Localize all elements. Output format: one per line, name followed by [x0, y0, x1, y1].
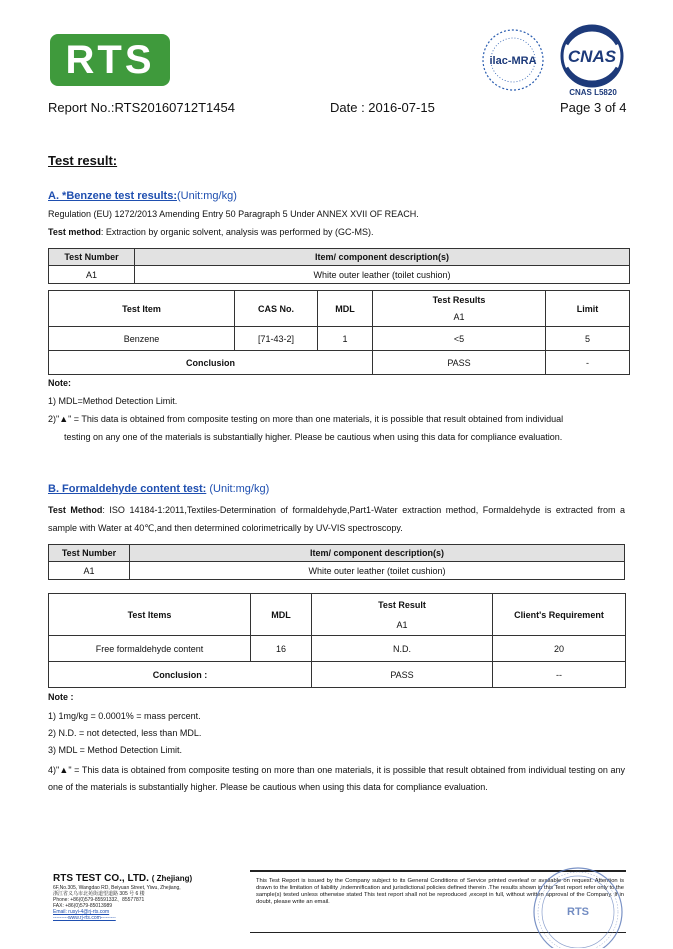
svg-text:RTS: RTS [567, 906, 589, 918]
cnas-logo [556, 24, 628, 88]
section-a-result-table: Test Item CAS No. MDL Test Results Limit A1 Benzene [71-43-2] 1 <5 5 Conclusion PASS - [48, 290, 630, 375]
section-b-result-table: Test Items MDL Test Result Client's Requirement A1 Free formaldehyde content 16 N.D. 20 Conclusion : PASS -- [48, 593, 626, 688]
report-date: Date : 2016-07-15 [330, 100, 435, 115]
page-title: Test result: [48, 153, 118, 168]
section-b-note-label: Note : [48, 692, 74, 702]
section-a-title: A. *Benzene test results:(Unit:mg/kg) [48, 190, 237, 202]
table-cell: A1 [49, 562, 130, 580]
company-seal-stamp [528, 862, 628, 948]
conclusion-row: Conclusion : PASS -- [49, 662, 626, 688]
report-number: Report No.:RTS20160712T1454 [48, 100, 235, 115]
conclusion-row: Conclusion PASS - [49, 351, 630, 375]
section-a-regulation: Regulation (EU) 1272/2013 Amending Entry 50 Paragraph 5 Under ANNEX XVII OF REACH. [48, 209, 419, 219]
page-number: Page 3 of 4 [560, 100, 627, 115]
section-b-note: 1) 1mg/kg = 0.0001% = mass percent. [48, 711, 201, 721]
footer-email[interactable]: Email: rusyi-4@rj-rts.com [53, 909, 110, 915]
footer-disclaimer: This Test Report is issued by the Company subject to its General Conditions of Service printed overleaf or available on request. Attention is drawn to the limitation of liability ,indemnification and jurisdictional policies defined therein .The results shown in this Test report refer only to the sample(s) tested unless otherwise stated This test report shall not be reproduced ,except in full, without written approval of the Company. If in doubt, please write an email. [256, 878, 624, 905]
section-a-note: testing on any one of the materials is substantially higher. Please be cautious when using this data for compliance evaluation. [64, 432, 563, 442]
footer-company: RTS TEST CO., LTD. ( Zhejiang) [53, 873, 193, 884]
table-cell: A1 [49, 266, 135, 284]
section-b-note: 4)"▲" = This data is obtained from composite testing on more than one materials, it is possible that result obtained from individual testing on any one of the materials is substantially higher. Please be cautious when using this data for compliance evaluation. [48, 765, 625, 792]
section-b-note: 2) N.D. = not detected, less than MDL. [48, 728, 202, 738]
ilac-mra-logo [478, 28, 548, 92]
section-a-note: 1) MDL=Method Detection Limit. [48, 396, 178, 406]
table-row: Free formaldehyde content 16 N.D. 20 [49, 636, 626, 662]
rts-logo: RTS [50, 34, 170, 86]
svg-text:ilac-MRA: ilac-MRA [489, 55, 537, 67]
section-b-note: 3) MDL = Method Detection Limit. [48, 745, 182, 755]
section-a-note: 2)"▲" = This data is obtained from composite testing on more than one materials, it is possible that result obtained from individual [48, 414, 564, 424]
section-b-title: B. Formaldehyde content test: (Unit:mg/kg) [48, 483, 270, 495]
section-a-sample-table: Test Number Item/ component description(s) A1 White outer leather (toilet cushion) [48, 248, 630, 284]
table-cell: White outer leather (toilet cushion) [130, 562, 625, 580]
section-b-sample-table: Test Number Item/ component description(s) A1 White outer leather (toilet cushion) [48, 544, 625, 580]
svg-text:CNAS: CNAS [567, 47, 617, 66]
table-row: Benzene [71-43-2] 1 <5 5 [49, 327, 630, 351]
table-cell: White outer leather (toilet cushion) [135, 266, 630, 284]
footer-website[interactable]: ---------www.rj-rts.com--------- [53, 915, 116, 921]
cnas-accreditation-number: CNAS L5820 [569, 88, 617, 97]
section-b-method: Test Method: ISO 14184-1:2011,Textiles-Determination of formaldehyde,Part1-Water extraction method, Formaldehyde is extracted from a sample with Water at 40℃,and then determined colorimetrically by UV-VIS spectroscopy. [48, 505, 625, 533]
section-a-method: Test method: Extraction by organic solvent, analysis was performed by (GC-MS). [48, 227, 374, 237]
section-a-note-label: Note: [48, 378, 71, 388]
footer-address: 6F,No.305, Wangdao RD, Beiyuan Street, Yiwu, Zhejiang, 浙江省义乌市北苑街道望道路 305 号 6 楼 Phone: +86(0)579-85591332、85577871 FAX: +86(0)579-85013989 Email: rusyi-4@rj-rts.com ---------www.rj-rts.com--------- [53, 885, 248, 921]
